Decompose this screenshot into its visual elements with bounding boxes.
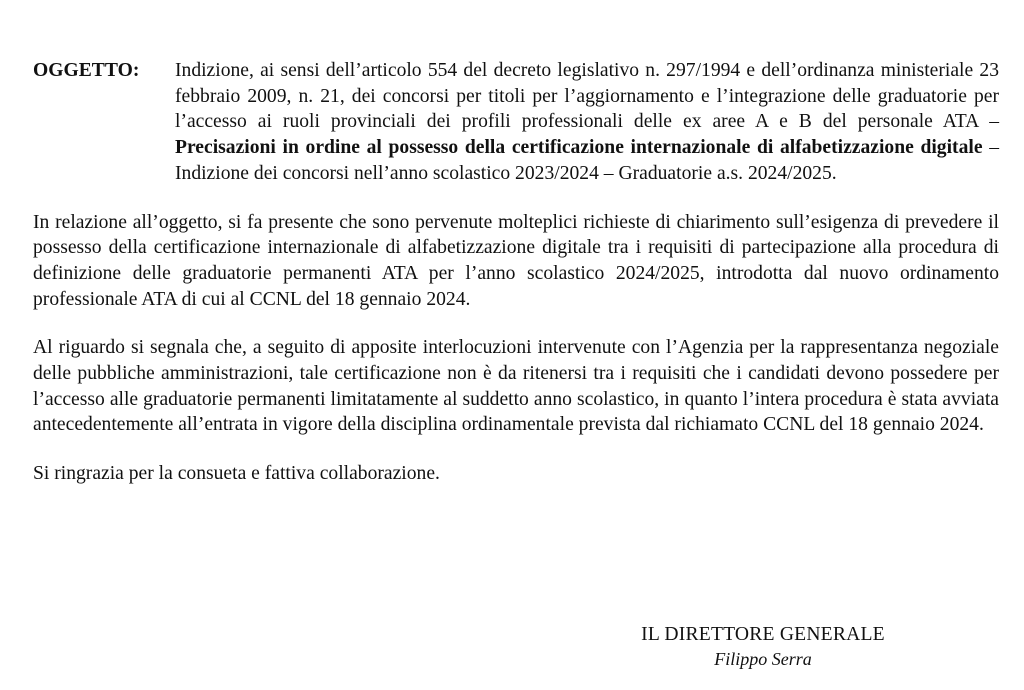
body-paragraph-1: In relazione all’oggetto, si fa presente che sono pervenute molteplici richieste di chiarimento sull’esigenza di prevedere il possesso della certificazione internazionale di alfabetizzazione digitale tra i requisiti di partecipazione alla procedura di definizione delle graduatorie permanenti ATA per l’anno scolastico 2024/2025, introdotta dal nuovo ordinamento professionale ATA di cui al CCNL del 18 gennaio 2024. bbox=[33, 211, 999, 310]
subject-text bbox=[175, 58, 999, 187]
signature-title: IL DIRETTORE GENERALE bbox=[641, 624, 885, 645]
subject-bold-text: Precisazioni in ordine al possesso della certificazione internazionale di alfabetizzazione digitale bbox=[175, 137, 983, 159]
subject-label: OGGETTO: bbox=[33, 60, 140, 81]
closing-paragraph: Si ringrazia per la consueta e fattiva collaborazione. bbox=[33, 463, 440, 485]
subject-text-part-1: Indizione, ai sensi dell’articolo 554 del decreto legislativo n. 297/1994 e dell’ordinanza ministeriale 23 febbraio 2009, n. 21, dei concorsi per titoli per l’aggiornamento e l’integrazione delle graduatorie per l’accesso ai ruoli provinciali dei profili professionali delle ex aree A e B del personale ATA – bbox=[175, 60, 999, 133]
signature-name: Filippo Serra bbox=[714, 649, 812, 669]
subject-text-part-2: – Indizione dei concorsi nell’anno scolastico 2023/2024 – Graduatorie a.s. 2024/2025. bbox=[175, 137, 999, 184]
body-paragraph-2: Al riguardo si segnala che, a seguito di apposite interlocuzioni intervenute con l’Agenzia per la rappresentanza negoziale delle pubbliche amministrazioni, tale certificazione non è da ritenersi tra i requisiti che i candidati devono possedere per l’accesso alle graduatorie permanenti limitatamente al suddetto anno scolastico, in quanto l’intera procedura è stata avviata antecedentemente all’entrata in vigore della disciplina ordinamentale prevista dal richiamato CCNL del 18 gennaio 2024. bbox=[33, 337, 999, 436]
subject-block bbox=[33, 58, 999, 187]
signature-block bbox=[603, 622, 923, 672]
document-body bbox=[33, 58, 999, 506]
